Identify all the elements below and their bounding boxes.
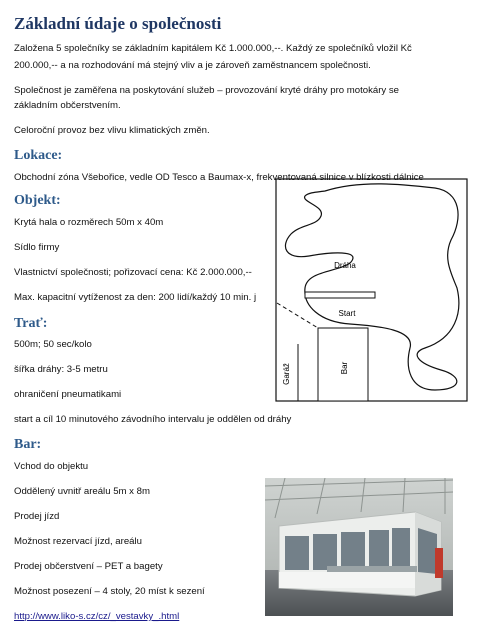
garage-label: Garáž: [282, 363, 291, 385]
bar-line-6: Možnost posezení – 4 stoly, 20 míst k sezení: [14, 586, 205, 597]
intro-line-3: Společnost je zaměřena na poskytování služeb – provozování kryté dráhy pro motokáry se: [14, 85, 400, 96]
objekt-line-1: Krytá hala o rozměrech 50m x 40m: [14, 217, 164, 228]
objekt-line-2: Sídlo firmy: [14, 242, 60, 253]
objekt-line-3: Vlastnictví společnosti; pořizovací cena: Kč 2.000.000,--: [14, 267, 252, 278]
bar-line-3: Prodej jízd: [14, 511, 60, 522]
trat-line-3: ohraničení pneumatikami: [14, 389, 122, 400]
intro-line-4: základním občerstvením.: [14, 100, 121, 111]
bar-label: Bar: [340, 361, 349, 375]
bar-line-1: Vchod do objektu: [14, 461, 89, 472]
bar-line-4: Možnost rezervací jízd, areálu: [14, 536, 142, 547]
lokace-heading: Lokace:: [14, 148, 63, 163]
intro-line-5: Celoroční provoz bez vlivu klimatických změn.: [14, 125, 210, 136]
entrance-dashed-line: [277, 303, 318, 328]
track-path: [285, 184, 458, 390]
start-line: [305, 292, 375, 298]
bar-line-5: Prodej občerstvení – PET a bagety: [14, 561, 163, 572]
bar-heading: Bar:: [14, 437, 42, 452]
cabin-photo: [265, 478, 453, 616]
objekt-heading: Objekt:: [14, 193, 61, 208]
start-label: Start: [338, 309, 356, 318]
track-diagram: [275, 178, 468, 402]
bar-line-2: Oddělený uvnitř areálu 5m x 8m: [14, 486, 150, 497]
trat-line-4: start a cíl 10 minutového závodního intervalu je oddělen od dráhy: [14, 414, 292, 425]
intro-line-2: 200.000,-- a na rozhodování má stejný vliv a je zároveň zaměstnancem společnosti.: [14, 60, 371, 71]
trat-line-2: šířka dráhy: 3-5 metru: [14, 364, 108, 375]
trat-heading: Trať:: [14, 316, 48, 331]
track-label: Dráha: [334, 261, 356, 270]
intro-line-1: Založena 5 společníky se základním kapitálem Kč 1.000.000,--. Každý ze společníků vložil Kč: [14, 43, 412, 54]
lokace-text: Obchodní zóna Všebořice, vedle OD Tesco a Baumax-x, frekventovaná silnice v blízkosti dálnice: [14, 172, 424, 183]
page-title: Základní údaje o společnosti: [14, 14, 222, 33]
bar-link[interactable]: http://www.liko-s.cz/cz/_vestavky_.html: [14, 611, 180, 622]
objekt-line-4: Max. kapacitní vytíženost za den: 200 lidí/každý 10 min. j: [14, 292, 257, 303]
trat-line-1: 500m; 50 sec/kolo: [14, 339, 92, 350]
